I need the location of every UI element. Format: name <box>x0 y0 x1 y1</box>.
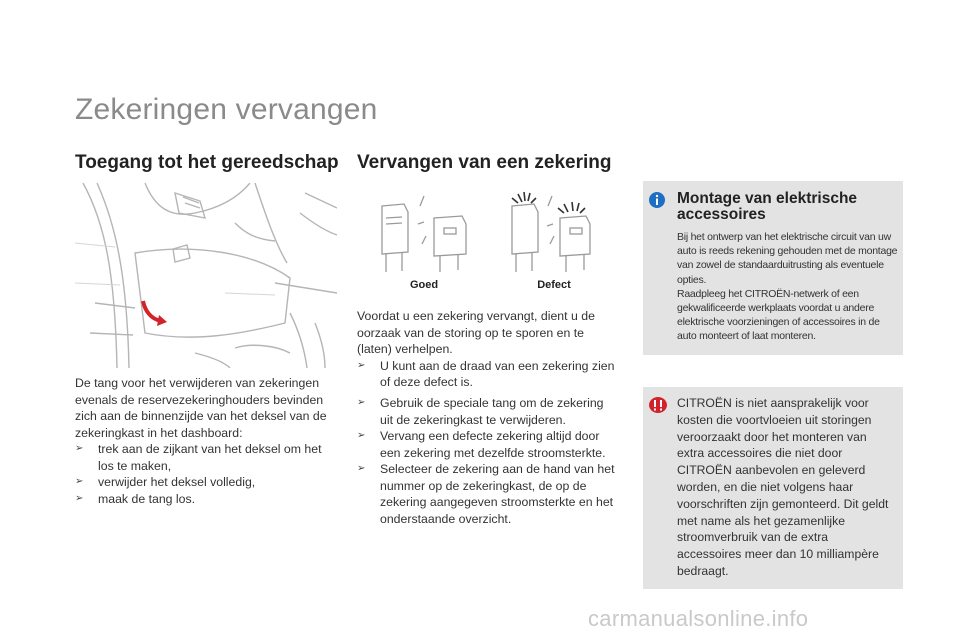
bullet-arrow-icon: ➢ <box>357 463 366 474</box>
section-heading-tools: Toegang tot het gereedschap <box>75 152 339 173</box>
replace-check-list <box>357 358 619 391</box>
info-icon <box>649 192 665 208</box>
replace-intro-block <box>357 308 619 391</box>
info-box-body: Bij het ontwerp van het elektrische circuit van uw auto is reeds rekening gehouden met de montage van zowel de standaarduitrusting als eventuele opties. Raadpleeg het CITROËN-netwerk of een gekwalificeerde werkplaats voordat u andere elektrische voorzieningen of accessoires in de auto monteert of laat monteren. <box>677 231 898 343</box>
warning-box-body: CITROËN is niet aansprakelijk voor kosten die voortvloeien uit storingen veroorzaakt door het monteren van extra accessoires die niet door CITROËN aanbevolen en geleverd worden, en die niet volgens haar voorschriften zijn gemonteerd. Dit geldt met name als het gezamenlijke stroomverbruik van de extra accessoires meer dan 10 milliampère bedraagt. <box>677 396 889 578</box>
list-item: ➢ Selecteer de zekering aan de hand van het nummer op de zekeringkast, de op de zekering aangegeven stroomsterkte en het onderstaande overzicht. <box>357 462 615 526</box>
list-item: ➢ Vervang een defecte zekering altijd door een zekering met dezelfde stroomsterkte. <box>357 429 606 460</box>
bullet-arrow-icon: ➢ <box>357 430 366 441</box>
list-item: ➢ verwijder het deksel volledig, <box>75 475 256 489</box>
warning-icon <box>649 397 667 413</box>
list-item: ➢ Gebruik de speciale tang om de zekering uit de zekeringkast te verwijderen. <box>357 396 604 427</box>
bullet-arrow-icon: ➢ <box>75 476 84 487</box>
bullet-arrow-icon: ➢ <box>357 397 366 408</box>
left-text-block <box>75 375 337 507</box>
section-heading-replace: Vervangen van een zekering <box>357 152 612 173</box>
list-item: ➢ trek aan de zijkant van het deksel om het los te maken, <box>75 442 322 473</box>
tools-intro-text: De tang voor het verwijderen van zekeringen evenals de reservezekeringhouders bevinden zich aan de binnenzijde van het deksel van de zekeringkast in het dashboard: <box>75 376 327 440</box>
replace-steps-list <box>357 395 619 527</box>
replace-intro-text: Voordat u een zekering vervangt, dient u de oorzaak van de storing op te sporen en te (laten) verhelpen. <box>357 309 595 356</box>
bullet-arrow-icon: ➢ <box>357 359 366 371</box>
replace-steps-block <box>357 395 619 527</box>
watermark: carmanualsonline.info <box>588 606 809 631</box>
page-title: Zekeringen vervangen <box>75 93 378 126</box>
bullet-arrow-icon: ➢ <box>75 492 84 504</box>
list-item: ➢ maak de tang los. <box>75 491 196 506</box>
fuse-good-label: Goed <box>409 279 439 291</box>
fuse-defect-label: Defect <box>537 279 571 291</box>
tools-steps-list <box>75 441 337 507</box>
fuse-good-defect-illustration <box>372 184 592 294</box>
info-box-title: Montage van elektrische accessoires <box>677 190 858 223</box>
dashboard-fusebox-illustration <box>75 183 337 368</box>
bullet-arrow-icon: ➢ <box>75 443 84 454</box>
list-item: ➢ U kunt aan de draad van een zekering zien of deze defect is. <box>357 358 615 389</box>
